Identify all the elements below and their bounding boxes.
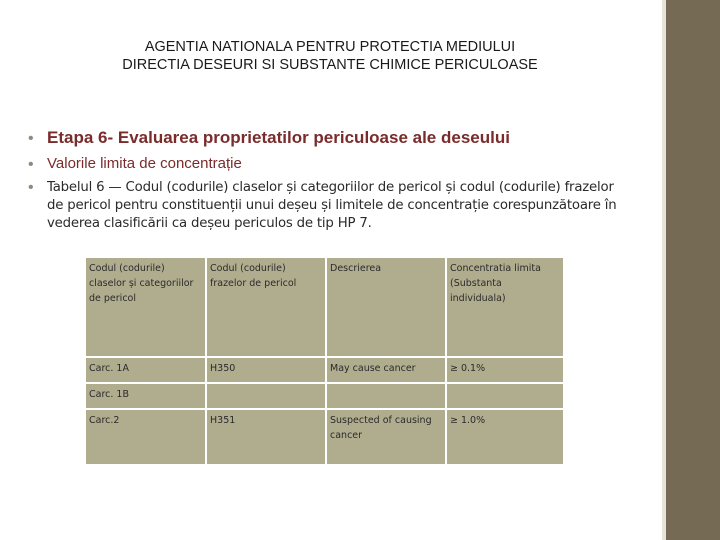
bullet-marker: •: [28, 130, 34, 147]
table-header-cell: Codul (codurile) claselor și categoriilor de pericol: [85, 257, 206, 357]
table-cell: Carc. 1B: [85, 383, 206, 409]
table-header-cell: Concentratia limita (Substanta individuala): [446, 257, 564, 357]
table-cell: [326, 383, 446, 409]
bullet-marker: •: [28, 179, 34, 196]
bullet-tabelul-6: Tabelul 6 — Codul (codurile) claselor și categoriilor de pericol și codul (codurile) frazelor de pericol pentru constituenții unui deșeu și limitele de concentrație corespunzătoare în vederea clasificării ca deșeu periculos de tip HP 7.: [47, 180, 617, 231]
bullet-valorile-limita: Valorile limita de concentrație: [47, 155, 242, 172]
table-cell: Suspected of causing cancer: [326, 409, 446, 465]
table-header-row: [85, 257, 564, 357]
table-cell: May cause cancer: [326, 357, 446, 383]
table-cell: Carc.2: [85, 409, 206, 465]
table-row: [85, 357, 564, 383]
side-stripe-dark: [666, 0, 720, 540]
table-cell: H350: [206, 357, 326, 383]
bullet-etapa-6: Etapa 6- Evaluarea proprietatilor periculoase ale deseului: [47, 128, 510, 147]
table-row: [85, 383, 564, 409]
table-cell: Carc. 1A: [85, 357, 206, 383]
table-header-cell: Codul (codurile) frazelor de pericol: [206, 257, 326, 357]
table-cell: H351: [206, 409, 326, 465]
table-header-cell: Descrierea: [326, 257, 446, 357]
table-cell: ≥ 1.0%: [446, 409, 564, 465]
hazard-table: [84, 256, 565, 466]
header-line-1: AGENTIA NATIONALA PENTRU PROTECTIA MEDIULUI: [144, 39, 516, 55]
table-row: [85, 409, 564, 465]
table-cell: ≥ 0.1%: [446, 357, 564, 383]
table-cell: [446, 383, 564, 409]
bullet-marker: •: [28, 156, 34, 173]
header-line-2: DIRECTIA DESEURI SI SUBSTANTE CHIMICE PERICULOASE: [122, 57, 538, 73]
document-header: [60, 38, 600, 74]
table-cell: [206, 383, 326, 409]
